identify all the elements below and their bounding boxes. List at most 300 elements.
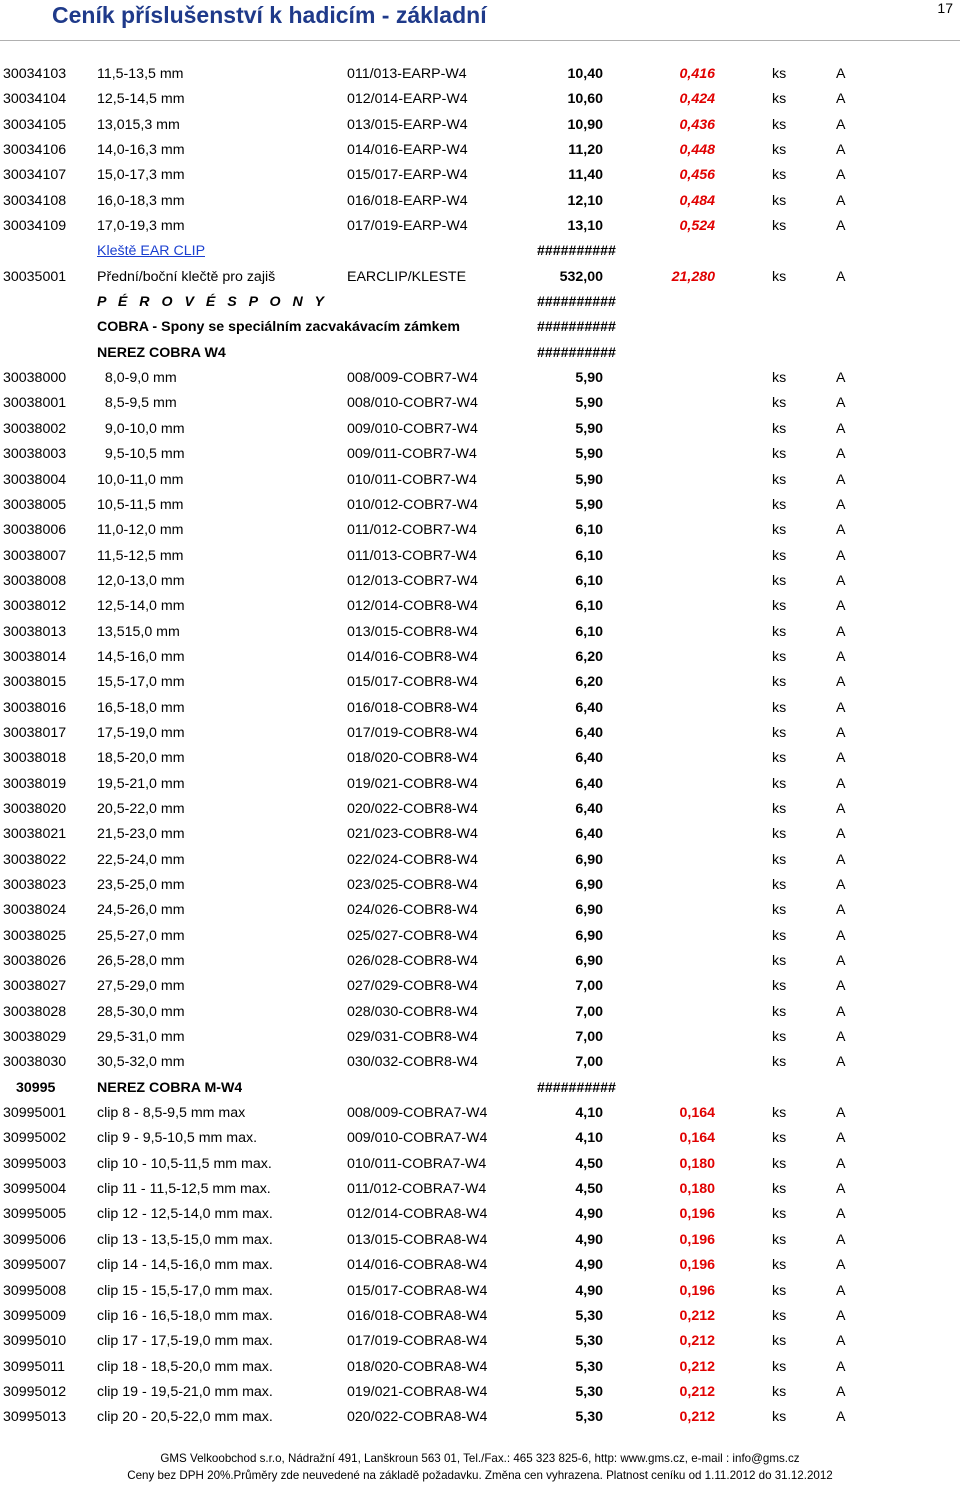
item-code: 30995002 [3, 1130, 67, 1147]
table-row [0, 1329, 960, 1354]
item-part-number: 021/023-COBR8-W4 [347, 826, 478, 843]
item-price: 6,20 [575, 674, 603, 691]
item-unit: ks [772, 192, 787, 209]
item-price: 6,90 [575, 877, 603, 893]
item-code: 30038018 [3, 750, 67, 767]
item-rate: 0,196 [679, 1206, 715, 1223]
item-part-number: 008/010-COBR7-W4 [347, 395, 478, 412]
item-part-number: 009/010-COBR7-W4 [347, 420, 478, 437]
table-row [0, 721, 960, 746]
item-description: 14,0-16,3 mm [97, 142, 185, 159]
item-description: 11,5-13,5 mm [97, 66, 184, 82]
item-rate: 0,212 [679, 1409, 715, 1426]
item-code: 30038002 [3, 420, 67, 437]
item-description: 29,5-31,0 mm [97, 1029, 185, 1046]
footer-contact: GMS Velkoobchod s.r.o, Nádražní 491, Lanškroun 563 01, Tel./Fax.: 465 323 825-6, http: www.gms.cz, e-mail : info@gms.cz [160, 1452, 800, 1465]
item-unit: ks [772, 1282, 787, 1299]
item-code: 30038028 [3, 1003, 67, 1020]
overflow-value: ########## [537, 319, 616, 336]
item-part-number: 011/013-COBR7-W4 [347, 547, 477, 564]
item-part-number: 013/015-COBR8-W4 [347, 623, 478, 640]
item-rate: 21,280 [671, 268, 715, 285]
item-description: 28,5-30,0 mm [97, 1003, 185, 1020]
item-description: clip 11 - 11,5-12,5 mm max. [97, 1181, 271, 1198]
item-class: A [836, 699, 846, 716]
item-unit: ks [772, 1181, 787, 1198]
item-code: 30038004 [3, 471, 67, 488]
section-row [0, 239, 960, 264]
table-row [0, 1228, 960, 1253]
table-row [0, 620, 960, 645]
item-rate: 0,212 [679, 1383, 715, 1400]
item-part-number: 010/011-COBR7-W4 [347, 471, 477, 488]
item-description: 17,0-19,3 mm [97, 218, 185, 235]
item-part-number: 028/030-COBR8-W4 [347, 1003, 478, 1020]
item-description: clip 10 - 10,5-11,5 mm max. [97, 1155, 272, 1172]
section-heading: NEREZ COBRA W4 [97, 344, 226, 361]
item-price: 5,30 [575, 1333, 603, 1350]
item-unit: ks [772, 699, 787, 716]
item-code: 30995004 [3, 1181, 67, 1198]
item-code: 30034106 [3, 142, 67, 159]
item-class: A [836, 1282, 846, 1299]
item-description: 26,5-28,0 mm [97, 953, 185, 970]
table-row [0, 113, 960, 138]
item-unit: ks [772, 116, 787, 133]
table-row [0, 138, 960, 163]
item-part-number: 010/012-COBR7-W4 [347, 496, 478, 513]
item-class: A [836, 1307, 846, 1324]
item-part-number: EARCLIP/KLESTE [347, 268, 467, 285]
item-description: clip 14 - 14,5-16,0 mm max. [97, 1257, 273, 1274]
item-price: 532,00 [559, 268, 603, 285]
item-rate: 0,196 [679, 1231, 715, 1248]
table-row [0, 1050, 960, 1075]
item-class: A [836, 800, 846, 817]
section-row [0, 315, 960, 340]
item-description: 10,5-11,5 mm [97, 496, 184, 513]
item-class: A [836, 877, 846, 893]
item-description: 23,5-25,0 mm [97, 877, 185, 893]
item-part-number: 023/025-COBR8-W4 [347, 877, 478, 893]
item-class: A [836, 496, 846, 513]
item-class: A [836, 648, 846, 665]
item-part-number: 012/013-COBR7-W4 [347, 572, 478, 589]
table-row [0, 366, 960, 391]
item-class: A [836, 572, 846, 589]
overflow-value: ########## [537, 243, 616, 260]
item-code: 30034103 [3, 66, 67, 82]
table-row [0, 265, 960, 290]
table-row [0, 87, 960, 112]
item-part-number: 019/021-COBR8-W4 [347, 775, 478, 792]
item-part-number: 016/018-COBR8-W4 [347, 699, 478, 716]
item-price: 5,90 [575, 370, 603, 387]
item-price: 4,90 [575, 1257, 603, 1274]
item-part-number: 012/014-COBR8-W4 [347, 598, 478, 615]
item-unit: ks [772, 1358, 787, 1375]
item-part-number: 029/031-COBR8-W4 [347, 1029, 478, 1046]
item-class: A [836, 851, 846, 868]
item-part-number: 026/028-COBR8-W4 [347, 953, 478, 970]
item-class: A [836, 927, 846, 944]
item-unit: ks [772, 978, 787, 995]
item-class: A [836, 1257, 846, 1274]
section-heading[interactable]: Kleště EAR CLIP [97, 243, 206, 260]
item-price: 7,00 [575, 1054, 603, 1071]
item-description: 11,5-12,5 mm [97, 547, 184, 564]
item-price: 10,60 [567, 91, 603, 108]
item-part-number: 012/014-COBRA8-W4 [347, 1206, 488, 1223]
item-code: 30995011 [3, 1358, 66, 1375]
table-row [0, 1405, 960, 1430]
item-code: 30038025 [3, 927, 67, 944]
item-code: 30034107 [3, 167, 67, 184]
item-code: 30038014 [3, 648, 67, 665]
item-price: 13,10 [567, 218, 603, 235]
price-list-table [0, 62, 960, 1431]
item-part-number: 015/017-EARP-W4 [347, 167, 468, 184]
item-code: 30034108 [3, 192, 67, 209]
table-row [0, 214, 960, 239]
item-code: 30995013 [3, 1409, 67, 1426]
item-code: 30995010 [3, 1333, 67, 1350]
item-part-number: 014/016-COBRA8-W4 [347, 1257, 488, 1274]
item-price: 10,90 [567, 116, 603, 133]
item-code: 30038007 [3, 547, 67, 564]
item-rate: 0,196 [679, 1282, 715, 1299]
item-price: 5,30 [575, 1307, 603, 1324]
item-rate: 0,180 [679, 1155, 715, 1172]
table-row [0, 442, 960, 467]
item-class: A [836, 724, 846, 741]
page-number: 17 [937, 0, 953, 16]
item-code: 30038006 [3, 522, 67, 539]
item-unit: ks [772, 167, 787, 184]
item-class: A [836, 750, 846, 767]
item-code: 30995012 [3, 1383, 67, 1400]
item-rate: 0,212 [679, 1307, 715, 1324]
item-class: A [836, 623, 846, 640]
item-description: 20,5-22,0 mm [97, 800, 185, 817]
item-code: 30038026 [3, 953, 67, 970]
item-class: A [836, 395, 846, 412]
item-price: 4,10 [575, 1105, 603, 1122]
item-class: A [836, 1130, 846, 1147]
item-description: clip 18 - 18,5-20,0 mm max. [97, 1358, 273, 1375]
item-code: 30038008 [3, 572, 67, 589]
item-unit: ks [772, 851, 787, 868]
item-class: A [836, 268, 846, 285]
item-description: 12,0-13,0 mm [97, 572, 185, 589]
item-part-number: 009/010-COBRA7-W4 [347, 1130, 488, 1147]
table-row [0, 670, 960, 695]
item-class: A [836, 91, 846, 108]
item-code: 30038023 [3, 877, 67, 893]
item-description: 9,5-10,5 mm [97, 446, 185, 463]
table-row [0, 1304, 960, 1329]
item-code: 30034105 [3, 116, 67, 133]
item-description: clip 19 - 19,5-21,0 mm max. [97, 1383, 273, 1400]
item-rate: 0,196 [679, 1257, 715, 1274]
item-unit: ks [772, 1206, 787, 1223]
item-code: 30995003 [3, 1155, 67, 1172]
page-title: Ceník příslušenství k hadicím - základní [52, 2, 487, 28]
item-description: 22,5-24,0 mm [97, 851, 185, 868]
item-price: 6,40 [575, 826, 603, 843]
table-row [0, 797, 960, 822]
item-part-number: 020/022-COBR8-W4 [347, 800, 478, 817]
item-part-number: 017/019-EARP-W4 [347, 218, 468, 235]
item-class: A [836, 674, 846, 691]
item-unit: ks [772, 1383, 787, 1400]
item-price: 6,40 [575, 775, 603, 792]
item-class: A [836, 1003, 846, 1020]
overflow-value: ########## [537, 294, 616, 311]
item-class: A [836, 775, 846, 792]
item-price: 5,90 [575, 496, 603, 513]
item-class: A [836, 420, 846, 437]
item-unit: ks [772, 1307, 787, 1324]
item-class: A [836, 1333, 846, 1350]
table-row [0, 1152, 960, 1177]
item-unit: ks [772, 496, 787, 513]
table-row [0, 1253, 960, 1278]
item-unit: ks [772, 91, 787, 108]
table-row [0, 62, 960, 87]
item-class: A [836, 142, 846, 159]
item-code: 30038016 [3, 699, 67, 716]
item-unit: ks [772, 142, 787, 159]
item-part-number: 024/026-COBR8-W4 [347, 902, 478, 919]
item-description: 13,515,0 mm [97, 623, 180, 640]
item-description: 24,5-26,0 mm [97, 902, 185, 919]
item-class: A [836, 471, 846, 488]
table-row [0, 974, 960, 999]
item-unit: ks [772, 775, 787, 792]
item-code: 30038020 [3, 800, 67, 817]
item-part-number: 015/017-COBR8-W4 [347, 674, 478, 691]
item-unit: ks [772, 446, 787, 463]
item-rate: 0,212 [679, 1333, 715, 1350]
item-description: 16,5-18,0 mm [97, 699, 185, 716]
item-part-number: 014/016-EARP-W4 [347, 142, 468, 159]
item-description: 8,0-9,0 mm [97, 370, 177, 387]
item-price: 5,90 [575, 471, 603, 488]
item-price: 6,40 [575, 699, 603, 716]
item-description: 16,0-18,3 mm [97, 192, 185, 209]
header-divider [0, 40, 960, 41]
section-row [0, 290, 960, 315]
item-price: 5,90 [575, 446, 603, 463]
item-price: 7,00 [575, 978, 603, 995]
item-code: 30035001 [3, 268, 67, 285]
item-unit: ks [772, 218, 787, 235]
item-description: clip 8 - 8,5-9,5 mm max [97, 1105, 246, 1122]
item-price: 5,30 [575, 1383, 603, 1400]
table-row [0, 645, 960, 670]
item-unit: ks [772, 648, 787, 665]
item-description: 8,5-9,5 mm [97, 395, 177, 412]
item-part-number: 020/022-COBRA8-W4 [347, 1409, 488, 1426]
item-description: clip 15 - 15,5-17,0 mm max. [97, 1282, 273, 1299]
item-class: A [836, 978, 846, 995]
table-row [0, 848, 960, 873]
table-row [0, 1000, 960, 1025]
item-class: A [836, 547, 846, 564]
table-row [0, 772, 960, 797]
item-description: clip 16 - 16,5-18,0 mm max. [97, 1307, 273, 1324]
item-class: A [836, 598, 846, 615]
item-part-number: 010/011-COBRA7-W4 [347, 1155, 487, 1172]
item-price: 5,30 [575, 1358, 603, 1375]
item-unit: ks [772, 547, 787, 564]
item-price: 6,90 [575, 953, 603, 970]
item-price: 5,30 [575, 1409, 603, 1426]
item-description: 21,5-23,0 mm [97, 826, 185, 843]
item-price: 6,40 [575, 750, 603, 767]
item-unit: ks [772, 927, 787, 944]
item-part-number: 027/029-COBR8-W4 [347, 978, 478, 995]
item-description: 25,5-27,0 mm [97, 927, 185, 944]
item-unit: ks [772, 1003, 787, 1020]
item-part-number: 008/009-COBRA7-W4 [347, 1105, 488, 1122]
item-price: 6,40 [575, 800, 603, 817]
item-rate: 0,164 [679, 1130, 715, 1147]
item-price: 4,50 [575, 1181, 603, 1198]
item-part-number: 025/027-COBR8-W4 [347, 927, 478, 944]
item-price: 4,90 [575, 1231, 603, 1248]
table-row [0, 1025, 960, 1050]
item-description: clip 9 - 9,5-10,5 mm max. [97, 1130, 258, 1147]
item-code: 30995009 [3, 1307, 67, 1324]
item-unit: ks [772, 598, 787, 615]
table-row [0, 1355, 960, 1380]
item-rate: 0,212 [679, 1358, 715, 1375]
table-row [0, 544, 960, 569]
item-description: 27,5-29,0 mm [97, 978, 185, 995]
item-class: A [836, 522, 846, 539]
item-price: 7,00 [575, 1003, 603, 1020]
item-code: 30995005 [3, 1206, 67, 1223]
item-part-number: 012/014-EARP-W4 [347, 91, 468, 108]
table-row [0, 163, 960, 188]
item-part-number: 011/013-EARP-W4 [347, 66, 467, 82]
item-code: 30034104 [3, 91, 67, 108]
item-rate: 0,456 [679, 167, 715, 184]
item-part-number: 018/020-COBRA8-W4 [347, 1358, 488, 1375]
item-code: 30995007 [3, 1257, 67, 1274]
item-code: 30995008 [3, 1282, 67, 1299]
table-row [0, 417, 960, 442]
item-price: 5,90 [575, 420, 603, 437]
item-code: 30038019 [3, 775, 67, 792]
item-class: A [836, 116, 846, 133]
table-row [0, 493, 960, 518]
item-unit: ks [772, 750, 787, 767]
item-unit: ks [772, 1231, 787, 1248]
item-code: 30038022 [3, 851, 67, 868]
item-code: 30038017 [3, 724, 67, 741]
item-class: A [836, 1358, 846, 1375]
item-description: clip 12 - 12,5-14,0 mm max. [97, 1206, 273, 1223]
item-code: 30038030 [3, 1054, 67, 1071]
item-code: 30038024 [3, 902, 67, 919]
item-unit: ks [772, 953, 787, 970]
section-heading: P É R O V É S P O N Y [97, 294, 328, 311]
item-unit: ks [772, 623, 787, 640]
item-price: 6,10 [575, 598, 603, 615]
item-description: 18,5-20,0 mm [97, 750, 185, 767]
item-price: 7,00 [575, 1029, 603, 1046]
item-code: 30038001 [3, 395, 67, 412]
item-class: A [836, 826, 846, 843]
item-price: 6,10 [575, 522, 603, 539]
item-description: 15,5-17,0 mm [97, 674, 185, 691]
item-class: A [836, 902, 846, 919]
item-price: 6,90 [575, 902, 603, 919]
item-rate: 0,448 [679, 142, 715, 159]
table-row [0, 1380, 960, 1405]
table-row [0, 822, 960, 847]
item-unit: ks [772, 877, 787, 893]
item-rate: 0,524 [679, 218, 715, 235]
item-description: Přední/boční klečtě pro zajiš [97, 268, 276, 285]
item-price: 6,10 [575, 572, 603, 589]
item-class: A [836, 953, 846, 970]
item-unit: ks [772, 1054, 787, 1071]
item-class: A [836, 370, 846, 387]
item-description: clip 13 - 13,5-15,0 mm max. [97, 1231, 273, 1248]
item-description: 9,0-10,0 mm [97, 420, 185, 437]
item-description: clip 17 - 17,5-19,0 mm max. [97, 1333, 273, 1350]
item-part-number: 008/009-COBR7-W4 [347, 370, 478, 387]
item-price: 10,40 [567, 66, 603, 82]
item-description: clip 20 - 20,5-22,0 mm max. [97, 1409, 273, 1426]
item-class: A [836, 1206, 846, 1223]
item-code: 30038021 [3, 826, 67, 843]
item-part-number: 013/015-COBRA8-W4 [347, 1231, 488, 1248]
table-row [0, 569, 960, 594]
table-row [0, 1126, 960, 1151]
item-unit: ks [772, 1409, 787, 1426]
item-unit: ks [772, 902, 787, 919]
item-class: A [836, 1155, 846, 1172]
item-class: A [836, 446, 846, 463]
item-price: 6,20 [575, 648, 603, 665]
item-price: 5,90 [575, 395, 603, 412]
item-price: 4,50 [575, 1155, 603, 1172]
item-part-number: 016/018-EARP-W4 [347, 192, 468, 209]
item-class: A [836, 66, 846, 82]
item-code: 30038012 [3, 598, 67, 615]
item-price: 12,10 [567, 192, 603, 209]
overflow-value: ########## [537, 1079, 616, 1096]
item-part-number: 011/012-COBR7-W4 [347, 522, 477, 539]
item-unit: ks [772, 268, 787, 285]
section-code: 30995 [16, 1079, 56, 1096]
item-class: A [836, 218, 846, 235]
item-description: 17,5-19,0 mm [97, 724, 185, 741]
item-part-number: 022/024-COBR8-W4 [347, 851, 478, 868]
item-unit: ks [772, 826, 787, 843]
item-code: 30038027 [3, 978, 67, 995]
item-class: A [836, 192, 846, 209]
item-description: 11,0-12,0 mm [97, 522, 184, 539]
item-unit: ks [772, 370, 787, 387]
item-class: A [836, 1231, 846, 1248]
item-price: 6,90 [575, 851, 603, 868]
